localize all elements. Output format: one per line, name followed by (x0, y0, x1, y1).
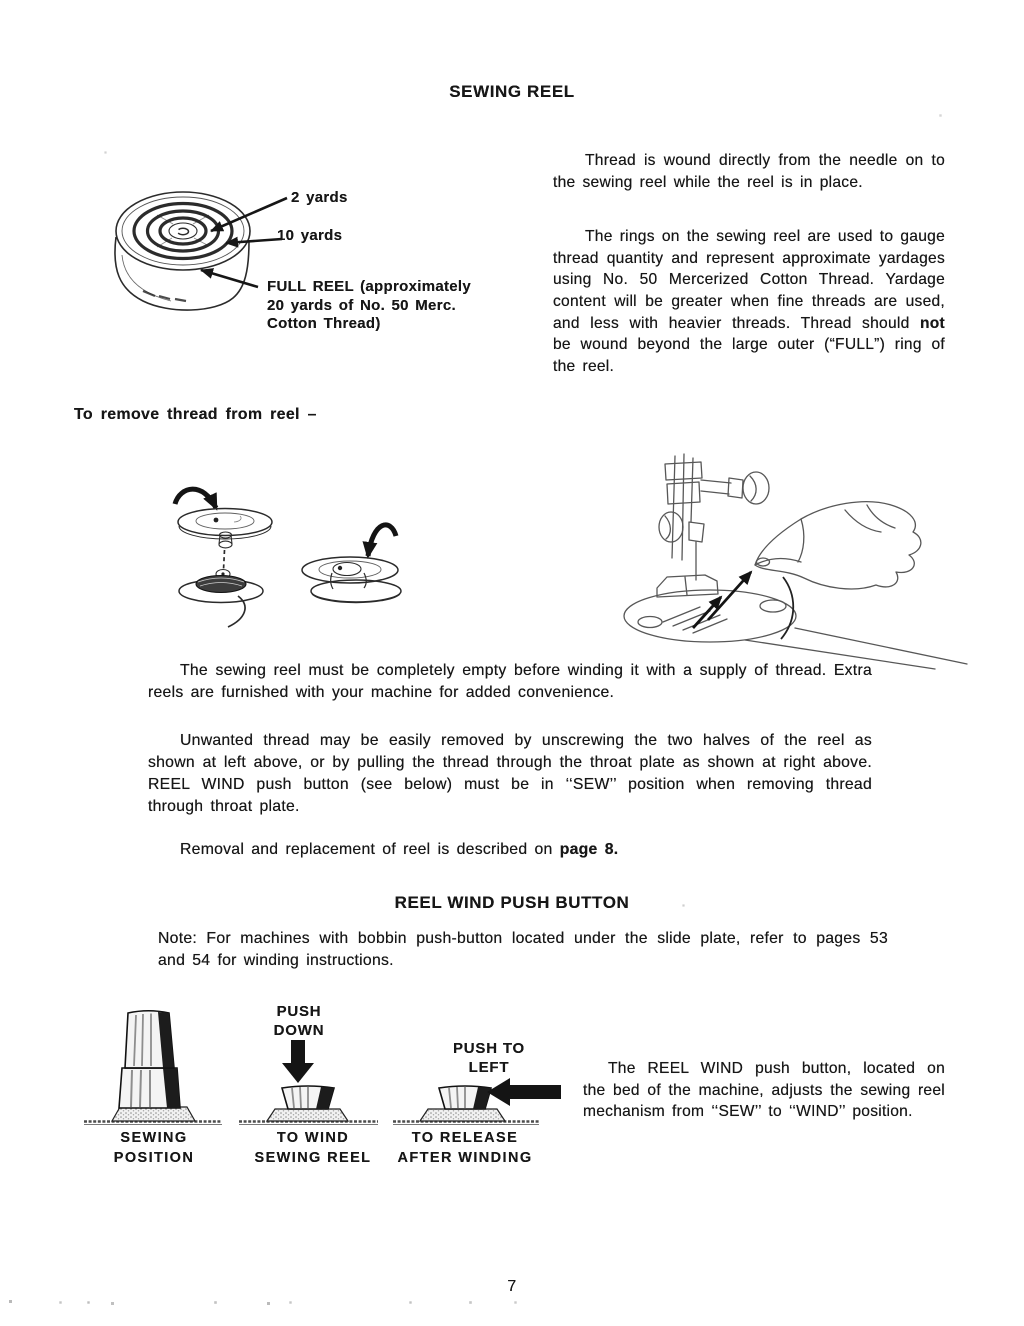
reel-wind-paragraph: The REEL WIND push button, located on the bed of the machine, adjusts the sewing reel mechanism from ‘‘SEW’’ to ‘‘WIND’’ position. (583, 1060, 945, 1121)
turn-arrow-icon (175, 489, 216, 508)
body-paragraph-3: Removal and replacement of reel is described on page 8. (180, 841, 619, 858)
reel-wind-text (583, 1058, 945, 1123)
push-button-release-position (439, 1086, 491, 1109)
leader-arrow-full-reel (201, 270, 258, 287)
push-button-sewing-position (119, 1011, 180, 1108)
emphasis-not: not (920, 314, 945, 332)
reel-wind-heading: REEL WIND PUSH BUTTON (394, 893, 630, 912)
page-8-reference: page 8. (559, 841, 619, 858)
reel-left-half-group (175, 489, 272, 627)
body-paragraph-2: Unwanted thread may be easily removed by unscrewing the two halves of the reel as shown at left above, or by pulling the thread through the throat plate as shown at right above. REEL WIND push button (see below) must be in ‘‘SEW’’ position when removing thread through throat plate. (148, 732, 872, 815)
yardage-label-10: 10 yards (277, 227, 343, 244)
left-arrow-icon (487, 1078, 561, 1106)
push-button-wind-position (282, 1086, 334, 1109)
caption-to-release: TO RELEASE AFTER WINDING (397, 1130, 533, 1166)
note-paragraph: Note: For machines with bobbin push-button located under the slide plate, refer to pages 53 and 54 for winding instructions. (158, 930, 888, 969)
note-text (158, 928, 888, 972)
yardage-label-2: 2 yards (291, 189, 348, 206)
intro-text (553, 150, 945, 377)
reel-right-half-group (302, 525, 401, 603)
page-title: SEWING REEL (449, 82, 575, 101)
bed-surface (84, 1122, 539, 1125)
full-reel-label: FULL REEL (approximately 20 yards of No. 50 Merc. Cotton Thread) (267, 278, 472, 333)
remove-thread-heading: To remove thread from reel – (74, 406, 317, 423)
thread-tail (228, 596, 245, 627)
caption-sewing-position: SEWING POSITION (113, 1130, 195, 1166)
body-text (148, 660, 872, 861)
page-number: 7 (507, 1278, 517, 1295)
intro-paragraph-1: Thread is wound directly from the needle on to the sewing reel while the reel is in place. (553, 152, 945, 191)
push-down-label: PUSH DOWN (273, 1003, 325, 1039)
caption-to-wind: TO WIND SEWING REEL (254, 1130, 372, 1166)
scan-artifacts (0, 0, 1, 1)
intro-paragraph-2: The rings on the sewing reel are used to gauge thread quantity and represent approximate yardages using No. 50 Mercerized Cotton Thread. Yardage content will be greater when fine threads are used, and less with heavier threads. Thread should not be wound beyond the large outer (“FULL”) ring of the reel. (553, 228, 945, 375)
reel-halves-illustration (140, 470, 420, 670)
body-paragraph-1: The sewing reel must be completely empty before winding it with a supply of thread. Extra reels are furnished with your machine for added convenience. (148, 662, 872, 701)
turn-arrow-icon (368, 525, 396, 556)
push-to-left-label: PUSH TO LEFT (452, 1040, 525, 1076)
throat-plate-hand-illustration (605, 450, 985, 670)
leader-arrow-10-yards (226, 239, 282, 243)
down-arrow-icon (282, 1040, 314, 1083)
